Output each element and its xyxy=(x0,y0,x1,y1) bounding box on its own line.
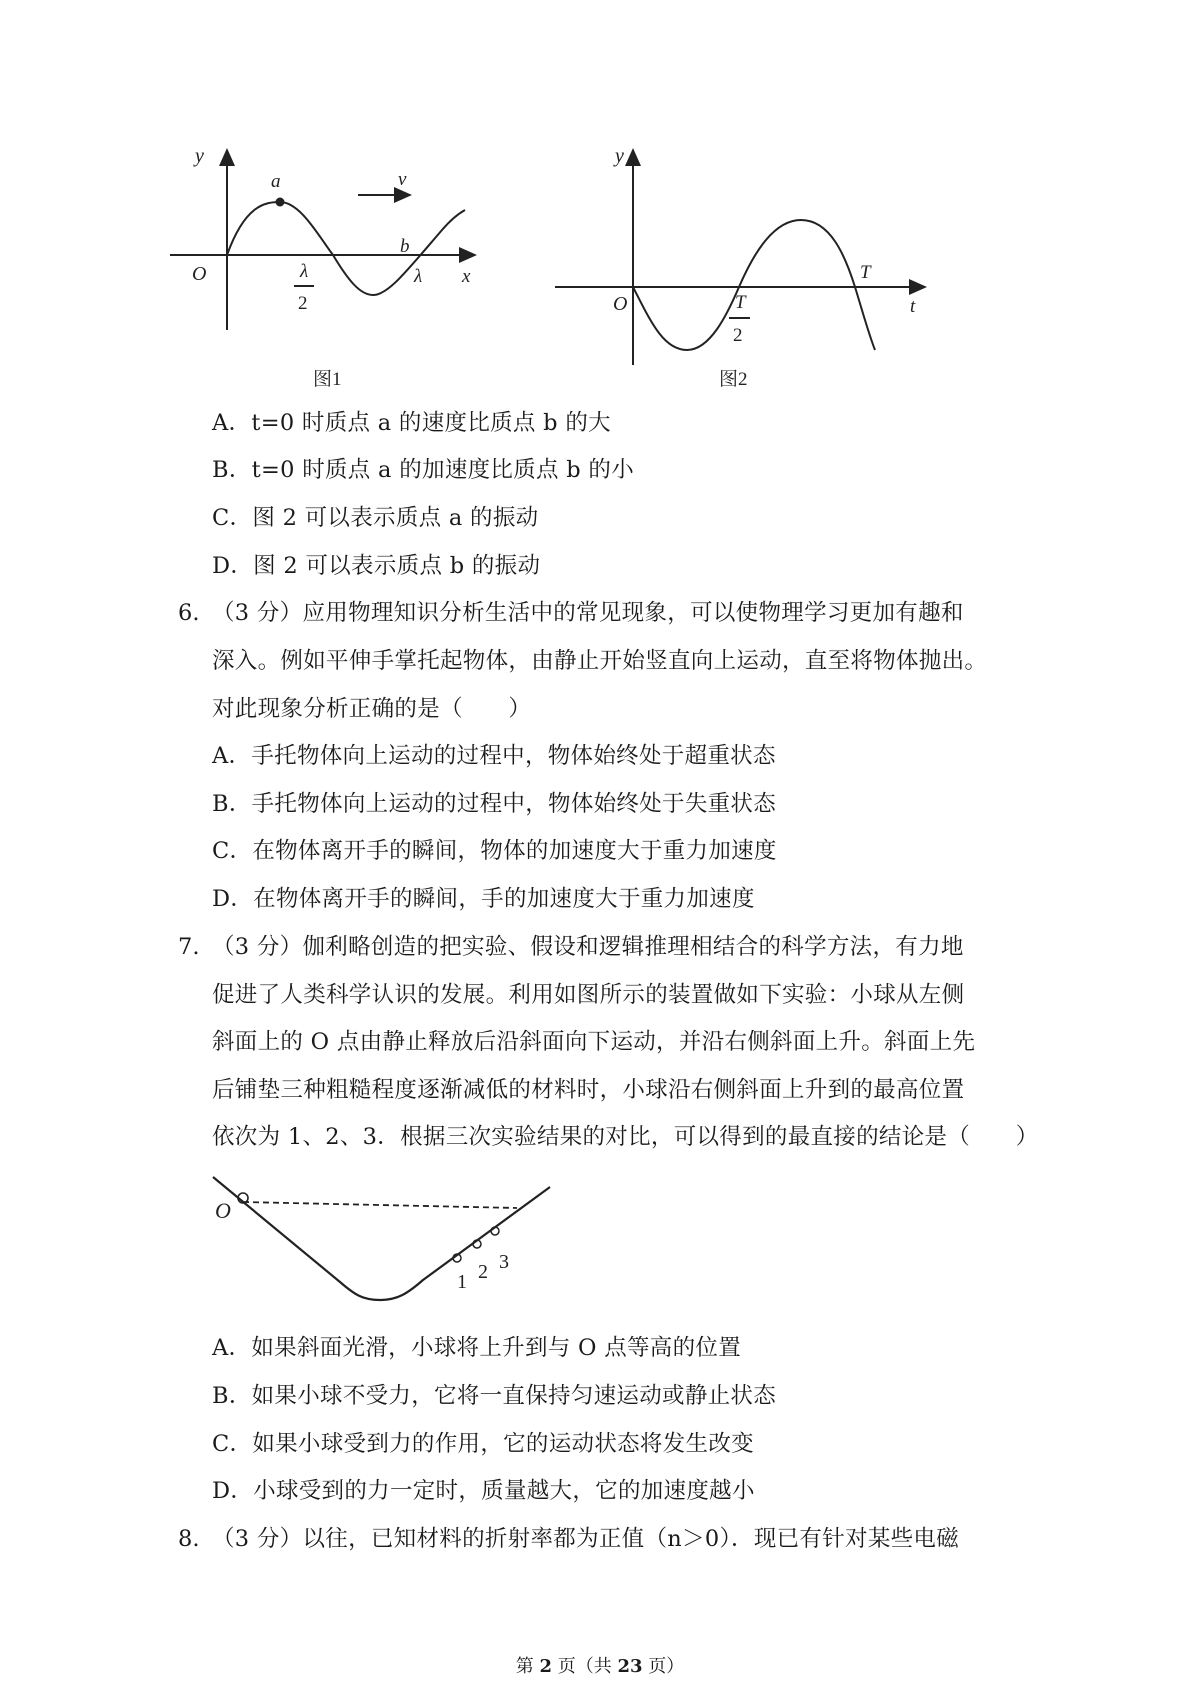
half-lambda-denominator: 2 xyxy=(298,293,308,314)
q6-stem-line-1: （3 分）应用物理知识分析生活中的常见现象，可以使物理学习更加有趣和 xyxy=(212,600,964,626)
q8-stem-line-1: （3 分）以往，已知材料的折射率都为正值（n＞0）．现已有针对某些电磁 xyxy=(212,1526,960,1552)
q6-number: 6. xyxy=(178,600,200,626)
x-axis-label: x xyxy=(462,266,471,287)
point-a-label: a xyxy=(271,171,281,192)
half-T-denominator: 2 xyxy=(733,325,743,346)
q5-option-d: D．图 2 可以表示质点 b 的振动 xyxy=(212,553,541,579)
q7-option-d: D．小球受到的力一定时，质量越大，它的加速度越小 xyxy=(212,1478,755,1504)
q6-stem-line-2: 深入。例如平伸手掌托起物体，由静止开始竖直向上运动，直至将物体抛出。 xyxy=(212,648,988,674)
vibration-curve xyxy=(633,220,875,350)
origin-label: O xyxy=(613,293,628,315)
q7-stem-line-3: 斜面上的 O 点由静止释放后沿斜面向下运动，并沿右侧斜面上升。斜面上先 xyxy=(212,1029,976,1055)
page-footer xyxy=(0,1655,1200,1679)
footer-prefix: 第 xyxy=(515,1656,540,1677)
footer-total-pages: 23 xyxy=(617,1656,643,1677)
half-T-numerator: T xyxy=(735,292,746,313)
q6-option-a: A．手托物体向上运动的过程中，物体始终处于超重状态 xyxy=(212,743,776,769)
velocity-label: v xyxy=(398,169,407,190)
lambda-label: λ xyxy=(414,266,423,287)
t-axis-label: t xyxy=(910,296,916,317)
figure-3-incline xyxy=(205,1172,555,1312)
y-axis-label: y xyxy=(195,145,204,167)
q5-option-a: A．t=0 时质点 a 的速度比质点 b 的大 xyxy=(212,410,611,436)
incline-track xyxy=(213,1177,550,1300)
q7-option-c: C．如果小球受到力的作用，它的运动状态将发生改变 xyxy=(212,1431,754,1457)
figure-2-vibration xyxy=(555,145,935,395)
q5-option-c: C．图 2 可以表示质点 a 的振动 xyxy=(212,505,539,531)
q8-number: 8. xyxy=(178,1526,200,1552)
period-label: T xyxy=(860,262,871,283)
q6-stem-line-3: 对此现象分析正确的是（ ） xyxy=(212,696,532,722)
half-lambda-numerator: λ xyxy=(300,261,309,282)
q7-stem-line-4: 后铺垫三种粗糙程度逐渐减低的材料时，小球沿右侧斜面上升到的最高位置 xyxy=(212,1077,965,1103)
origin-label: O xyxy=(192,263,207,285)
q7-option-b: B．如果小球不受力，它将一直保持匀速运动或静止状态 xyxy=(212,1383,777,1409)
figure-1-caption: 图1 xyxy=(313,369,342,390)
q7-number: 7. xyxy=(178,934,200,960)
wave-curve xyxy=(227,202,465,295)
q7-stem-line-2: 促进了人类科学认识的发展。利用如图所示的装置做如下实验：小球从左侧 xyxy=(212,982,965,1008)
footer-page-number: 2 xyxy=(539,1656,552,1677)
point-b-label: b xyxy=(400,236,410,257)
footer-suffix: 页） xyxy=(642,1656,685,1677)
y-axis-label: y xyxy=(615,145,624,167)
q6-option-b: B．手托物体向上运动的过程中，物体始终处于失重状态 xyxy=(212,791,777,817)
figure-1-wave xyxy=(170,145,520,395)
q5-option-b: B．t=0 时质点 a 的加速度比质点 b 的小 xyxy=(212,457,635,483)
label-2: 2 xyxy=(478,1261,488,1283)
q7-option-a: A．如果斜面光滑，小球将上升到与 O 点等高的位置 xyxy=(212,1335,741,1361)
label-3: 3 xyxy=(499,1251,509,1273)
q6-option-c: C．在物体离开手的瞬间，物体的加速度大于重力加速度 xyxy=(212,838,777,864)
figure-2-caption: 图2 xyxy=(719,369,748,390)
point-a-dot xyxy=(276,198,285,207)
q6-option-d: D．在物体离开手的瞬间，手的加速度大于重力加速度 xyxy=(212,886,755,912)
dashed-level-line xyxy=(243,1202,517,1208)
point-o-label: O xyxy=(215,1198,231,1223)
footer-middle: 页（共 xyxy=(552,1656,618,1677)
q7-stem-line-1: （3 分）伽利略创造的把实验、假设和逻辑推理相结合的科学方法，有力地 xyxy=(212,934,964,960)
q7-stem-line-5: 依次为 1、2、3．根据三次实验结果的对比，可以得到的最直接的结论是（ ） xyxy=(212,1124,1039,1150)
label-1: 1 xyxy=(457,1271,467,1293)
